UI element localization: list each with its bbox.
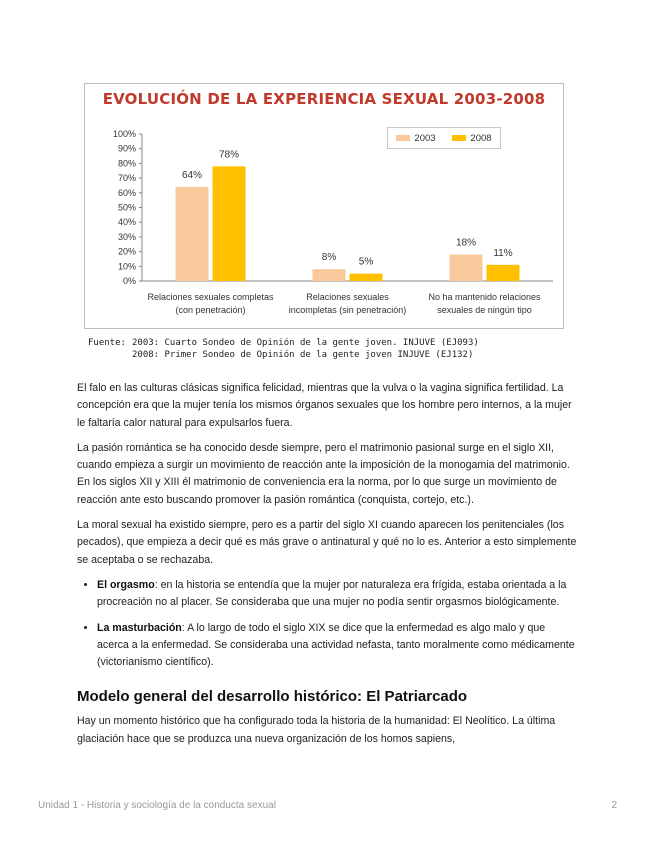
paragraph-neolitico: Hay un momento histórico que ha configurado toda la historia de la humanidad: El Neolítico. La última glaciación hace que se produzca una nueva organización de los homos sapiens, — [77, 715, 556, 745]
bullet-text: : A lo largo de todo el siglo XIX se dice que la enfermedad es algo malo y que acerca a la enfermedad. Se consideraba una actividad nefasta, tanto moralmente como médicamente (victorianismo científico). — [97, 621, 575, 669]
data-label-2008: 11% — [493, 247, 513, 259]
bar-2003 — [176, 187, 209, 281]
y-tick-label: 50% — [117, 202, 136, 213]
y-tick-label: 30% — [117, 231, 136, 242]
x-tick-label: (con penetración) — [175, 305, 246, 315]
source-label: Fuente: — [88, 338, 126, 348]
bar-2003 — [313, 269, 346, 281]
bullet-list — [77, 577, 577, 671]
source-line-2003: 2003: Cuarto Sondeo de Opinión de la gente joven. INJUVE (EJ093) — [132, 338, 479, 348]
bar-2008 — [213, 166, 246, 281]
y-tick-label: 60% — [117, 187, 136, 198]
y-tick-label: 100% — [112, 129, 136, 139]
bullet-term: El orgasmo — [97, 578, 155, 591]
main-content — [77, 380, 577, 756]
x-tick-label: sexuales de ningún tipo — [437, 305, 532, 315]
bar-2008 — [487, 265, 520, 281]
data-label-2003: 64% — [181, 169, 203, 181]
data-label-2003: 18% — [455, 237, 477, 249]
bar-2003 — [450, 255, 483, 281]
y-tick-label: 80% — [117, 158, 136, 169]
list-item — [97, 620, 577, 672]
chart-figure — [84, 83, 564, 329]
bar-2008 — [350, 274, 383, 281]
data-label-2008: 78% — [218, 149, 240, 161]
paragraph-falo: El falo en las culturas clásicas significa felicidad, mientras que la vulva o la vagina significa fertilidad. La concepción era que la mujer tenía los mismos órganos sexuales que los hombre pero internos, a la mujer le faltaría calor natural para expulsarlos fuera. — [77, 382, 572, 429]
legend-label-2003: 2003 — [414, 132, 436, 144]
y-tick-label: 40% — [117, 217, 136, 228]
paragraph-pasion: La pasión romántica se ha conocido desde siempre, pero el matrimonio pasional surge en el siglo XII, cuando empieza a surgir un movimiento de reacción ante la imposición de la monogamia del matrimonio. En los siglos XII y XIII él matrimonio de conveniencia era la norma, por lo que surge un movimiento de reacción ante esto buscando promover la pasión romántica (conquista, cortejo, etc.). — [77, 441, 570, 506]
y-tick-label: 0% — [122, 276, 136, 286]
x-tick-label: No ha mantenido relaciones — [428, 292, 541, 302]
footer-page-number: 2 — [611, 800, 617, 811]
x-tick-label: Relaciones sexuales completas — [147, 292, 274, 302]
data-label-2003: 8% — [321, 252, 337, 264]
x-tick-label: Relaciones sexuales — [306, 292, 389, 302]
paragraph-moral: La moral sexual ha existido siempre, pero es a partir del siglo XI cuando aparecen los penitenciales (los pecados), que empieza a decir qué es más grave o antinatural y qué no lo es. Anterior a esto simplemente se aceptaba o se rechazaba. — [77, 519, 577, 566]
bar-chart — [85, 84, 565, 330]
legend-label-2008: 2008 — [470, 132, 492, 144]
source-line-2008: 2008: Primer Sondeo de Opinión de la gente joven INJUVE (EJ132) — [132, 350, 474, 360]
y-tick-label: 10% — [117, 261, 136, 272]
x-tick-label: incompletas (sin penetración) — [288, 305, 407, 315]
footer-unit-title: Unidad 1 - Historia y sociología de la conducta sexual — [38, 800, 276, 811]
list-item — [97, 577, 577, 612]
chart-title: EVOLUCIÓN DE LA EXPERIENCIA SEXUAL 2003-2008 — [102, 90, 546, 108]
y-tick-label: 70% — [117, 173, 136, 184]
bullet-text: : en la historia se entendía que la mujer por naturaleza era frígida, estaba orientada a la procreación no al placer. Se consideraba que una mujer no podía sentir orgasmos biológicamente. — [97, 578, 567, 609]
y-tick-label: 90% — [117, 143, 136, 154]
chart-source — [88, 337, 479, 361]
section-heading: Modelo general del desarrollo histórico: El Patriarcado — [77, 688, 468, 706]
data-label-2008: 5% — [358, 256, 374, 268]
bullet-term: La masturbación — [97, 621, 182, 634]
y-tick-label: 20% — [117, 246, 136, 257]
